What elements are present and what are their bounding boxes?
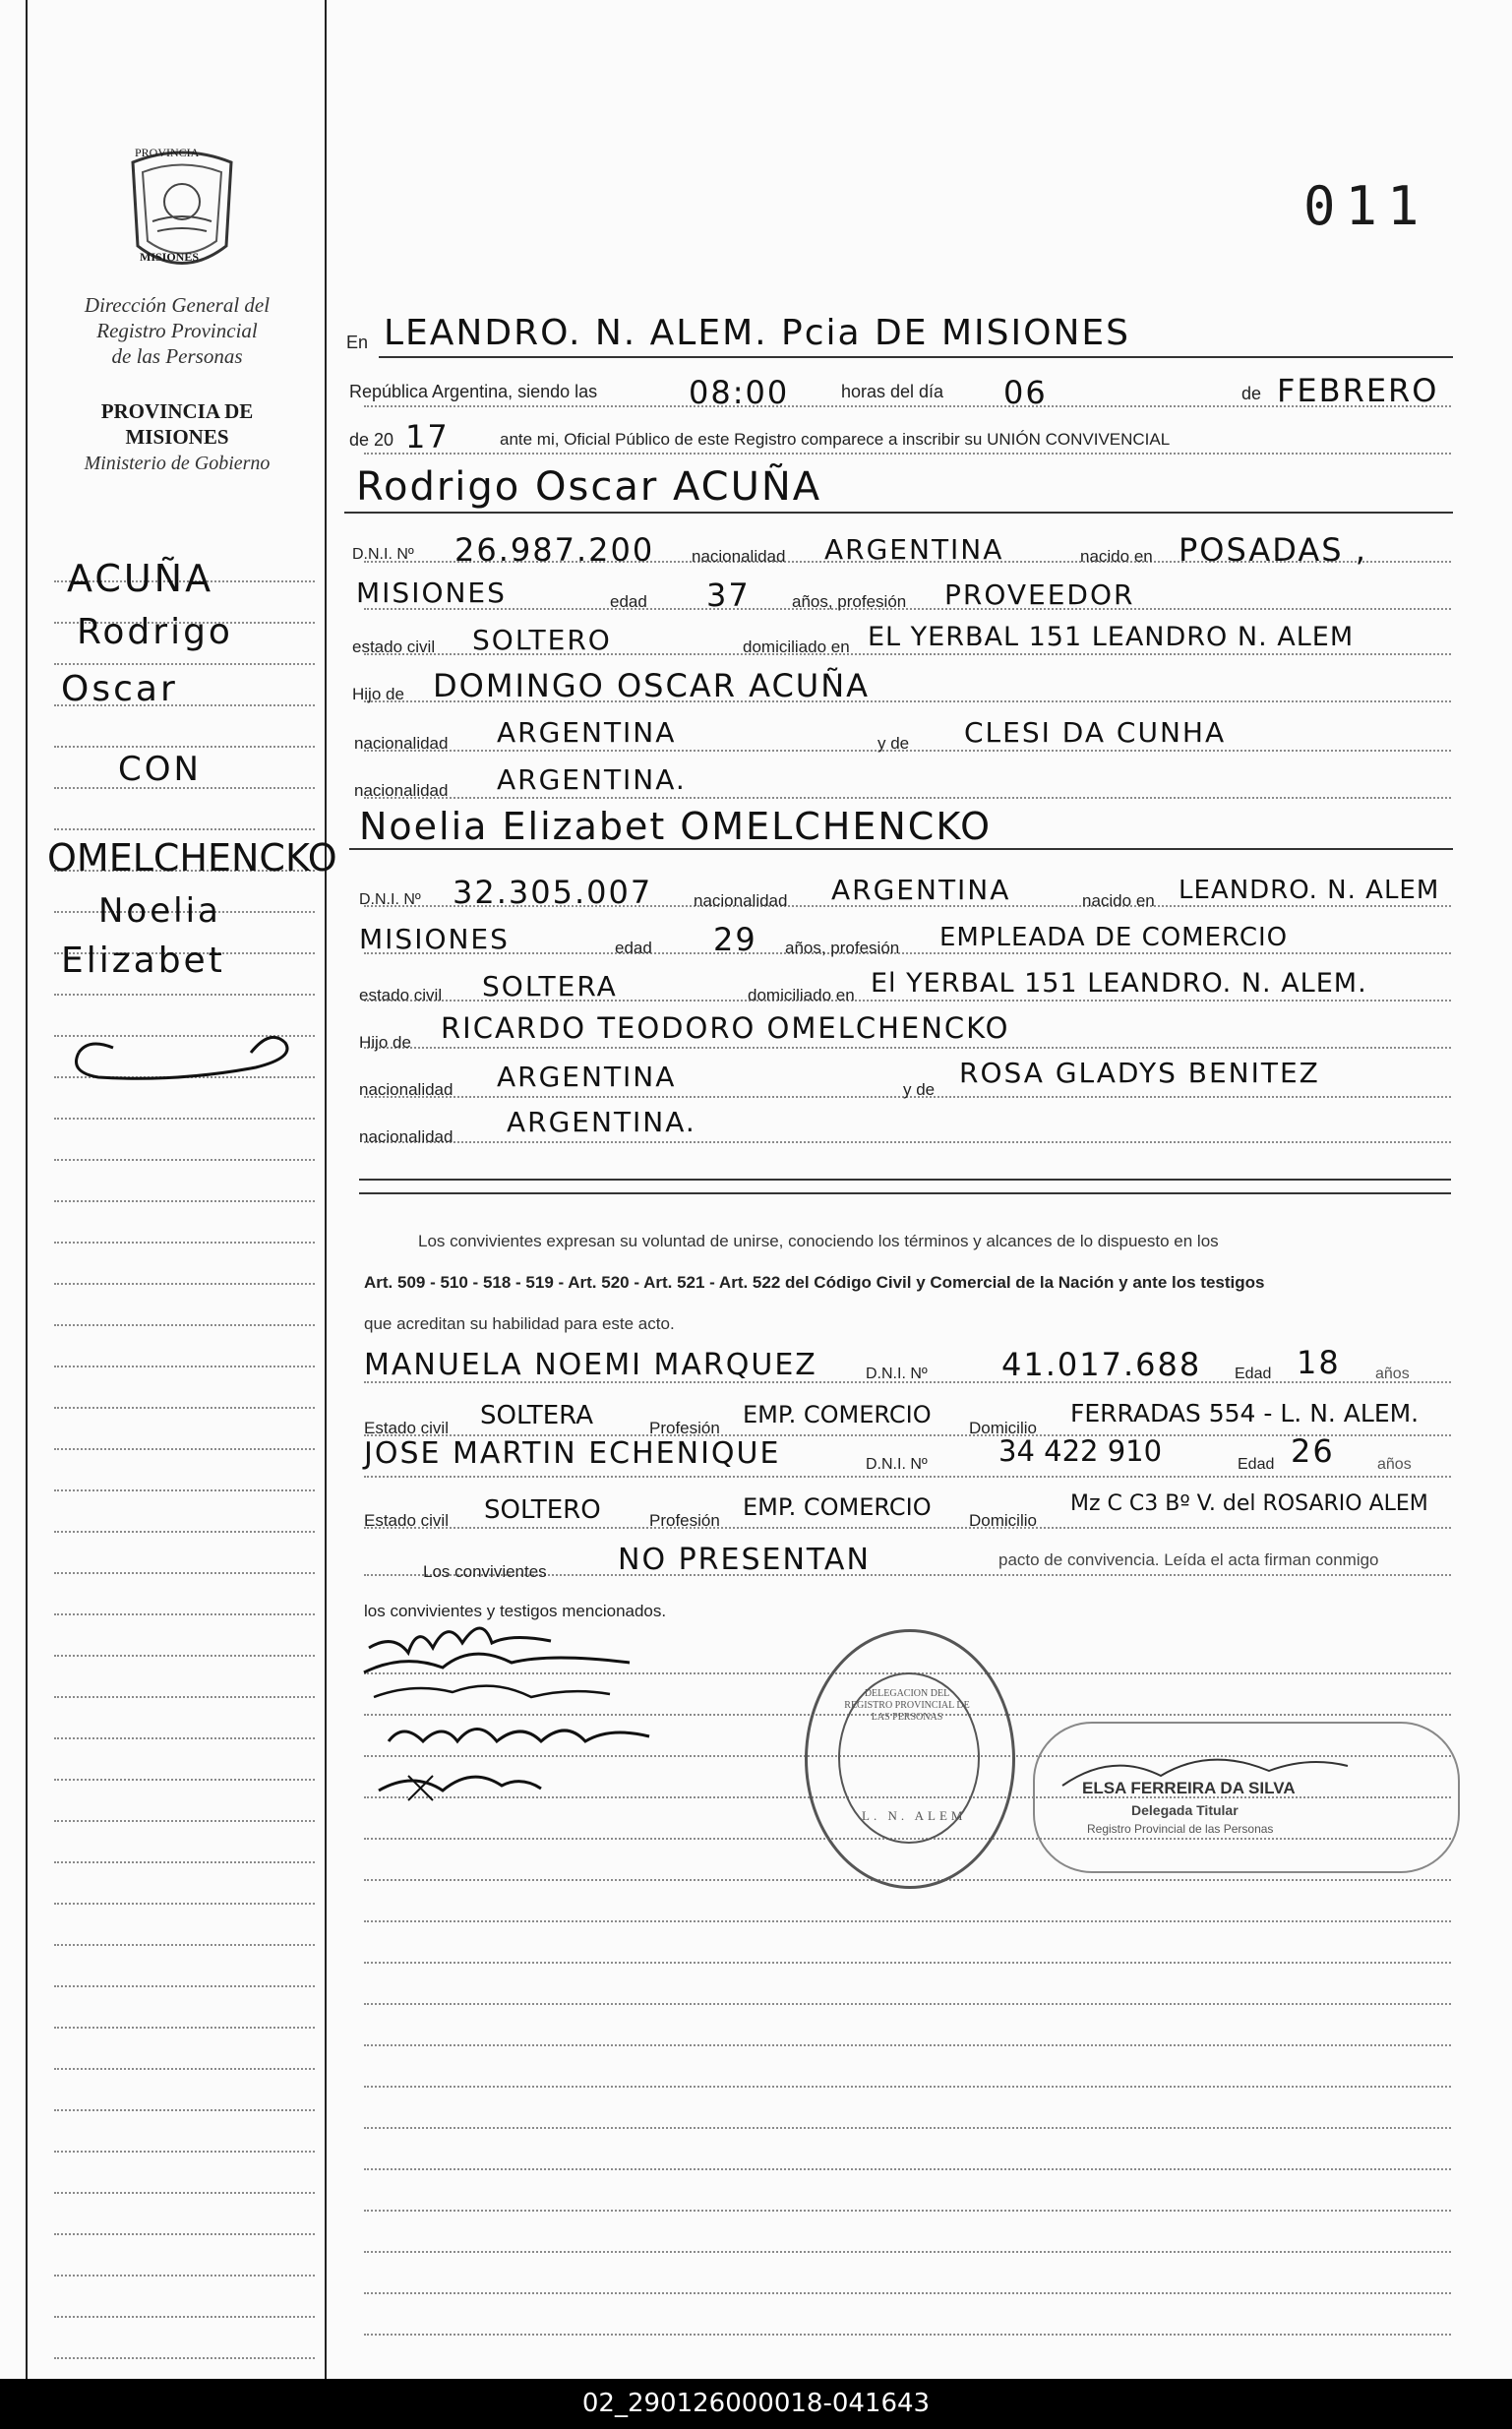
testigo1-edad: 18	[1297, 1344, 1341, 1381]
margin-rule	[54, 994, 315, 996]
label-nacionalidad-2: nacionalidad	[694, 891, 788, 910]
testigo1-nombre: MANUELA NOEMI MARQUEZ	[364, 1348, 817, 1382]
testigo2-estado: SOLTERO	[484, 1495, 601, 1525]
margin-rule	[54, 2192, 315, 2194]
conviviente1-domicilio: EL YERBAL 151 LEANDRO N. ALEM	[868, 622, 1355, 652]
value-hora: 08:00	[689, 374, 790, 411]
body-rule	[364, 1141, 1451, 1143]
margin-rule	[54, 2109, 315, 2111]
body-rule	[364, 797, 1451, 799]
conviviente1-nacionalidad: ARGENTINA	[824, 533, 1004, 566]
margin-con: CON	[118, 750, 202, 789]
margin-rule	[54, 2316, 315, 2318]
body-rule	[364, 2292, 1451, 2294]
label-yde-1: y de	[877, 734, 910, 753]
conviviente2-domicilio: El YERBAL 151 LEANDRO. N. ALEM.	[871, 968, 1367, 999]
margin-rule	[54, 1820, 315, 1822]
conviviente1-estado: SOLTERO	[472, 624, 612, 656]
conviviente2-nacido: LEANDRO. N. ALEM	[1179, 876, 1440, 905]
conviviente1-madre: CLESI DA CUNHA	[964, 716, 1227, 749]
emblem-bottom-text: MISIONES	[140, 250, 200, 264]
margin-rule	[54, 2068, 315, 2070]
rule	[349, 848, 1453, 850]
margin-given-2: Oscar	[61, 669, 178, 709]
label-nacido-1: nacido en	[1080, 547, 1153, 566]
margin-rule	[54, 2027, 315, 2029]
body-rule	[364, 2334, 1451, 2336]
label-de20: de 20	[349, 430, 394, 450]
province-line-2: MISIONES	[125, 425, 229, 449]
conviviente2-padre: RICARDO TEODORO OMELCHENCKO	[441, 1011, 1010, 1045]
body-rule	[364, 2003, 1451, 2005]
label-hijo-2: Hijo de	[359, 1033, 411, 1052]
body-rule	[364, 453, 1451, 455]
rule	[379, 356, 1453, 358]
margin-rule	[54, 1242, 315, 1244]
conviviente1-nacido2: MISIONES	[356, 577, 507, 609]
stamp-org: Registro Provincial de las Personas	[1087, 1822, 1274, 1836]
body-solid-rule	[359, 1192, 1451, 1194]
province-line-1: PROVINCIA DE	[100, 399, 254, 423]
paragraph-line-2: Art. 509 - 510 - 518 - 519 - Art. 520 - Art. 521 - Art. 522 del Código Civil y Comercial de la Nación y ante los testigos	[364, 1273, 1265, 1292]
margin-rule	[54, 1572, 315, 1574]
conviviente1-nac-padre: ARGENTINA	[497, 716, 677, 749]
body-rule	[364, 2127, 1451, 2129]
label-nac-madre-1: nacionalidad	[354, 781, 449, 800]
label-domicilio-testigo1: Domicilio	[969, 1419, 1037, 1437]
label-ante: ante mi, Oficial Público de este Registro comparece a inscribir su UNIÓN CONVIVENCIAL	[500, 430, 1171, 449]
label-republica: República Argentina, siendo las	[349, 382, 598, 401]
stamp-title: Delegada Titular	[1131, 1802, 1239, 1818]
margin-rule	[54, 1613, 315, 1615]
margin-rule	[54, 1200, 315, 1202]
margin-surname-2: OMELCHENCKO	[47, 836, 337, 880]
label-edad-2: edad	[615, 939, 652, 957]
margin-rule	[54, 2151, 315, 2153]
margin-given-1: Rodrigo	[77, 612, 233, 652]
value-lugar: LEANDRO. N. ALEM. Pcia DE MISIONES	[384, 313, 1130, 353]
testigo2-nombre: JOSE MARTIN ECHENIQUE	[364, 1436, 781, 1471]
testigo2-dni: 34 422 910	[998, 1434, 1163, 1468]
label-en: En	[346, 333, 369, 352]
body-rule	[364, 1920, 1451, 1922]
body-rule	[364, 952, 1451, 954]
body-rule	[364, 2086, 1451, 2088]
margin-rule	[54, 1366, 315, 1367]
margin-rule	[54, 1737, 315, 1739]
label-domiciliado-1: domiciliado en	[743, 638, 850, 656]
conviviente2-dni: 32.305.007	[453, 874, 653, 911]
conviviente1-edad: 37	[706, 577, 751, 614]
label-nacido-2: nacido en	[1082, 891, 1155, 910]
conviviente2-madre: ROSA GLADYS BENITEZ	[959, 1057, 1320, 1089]
margin-divider-line	[325, 0, 327, 2379]
conviviente1-padre: DOMINGO OSCAR ACUÑA	[433, 667, 871, 704]
margin-rule	[54, 1489, 315, 1491]
margin-rule	[54, 1531, 315, 1533]
label-estado-2: estado civil	[359, 986, 443, 1004]
testigo2-edad: 26	[1291, 1432, 1335, 1470]
rule	[344, 512, 1453, 514]
label-yde-2: y de	[903, 1080, 936, 1099]
value-pacto: NO PRESENTAN	[618, 1543, 871, 1577]
label-nacionalidad-1: nacionalidad	[692, 547, 786, 566]
body-rule	[364, 2044, 1451, 2046]
margin-rule	[54, 1118, 315, 1120]
signatures-scribble-icon	[354, 1604, 689, 1820]
header-line-1: Dirección General del	[84, 293, 271, 317]
label-dni-testigo2: D.N.I. Nº	[866, 1456, 928, 1473]
label-profesion-testigo2: Profesión	[649, 1511, 720, 1530]
testigo1-dni: 41.017.688	[1001, 1346, 1202, 1383]
label-horas: horas del día	[841, 382, 944, 401]
value-mes: FEBRERO	[1277, 372, 1439, 409]
stamp-signature-icon	[1033, 1731, 1367, 1810]
paragraph-line-3: que acreditan su habilidad para este acto.	[364, 1314, 675, 1333]
testigo2-domicilio: Mz C C3 Bº V. del ROSARIO ALEM	[1070, 1491, 1428, 1516]
label-dni-1: D.N.I. Nº	[352, 546, 414, 563]
value-anio: 17	[405, 418, 450, 455]
label-edad-1: edad	[610, 592, 647, 611]
label-anos-testigo1: años	[1375, 1366, 1410, 1382]
conviviente2-nac-madre: ARGENTINA.	[507, 1106, 696, 1138]
round-seal-text: DELEGACION DEL REGISTRO PROVINCIAL DE LAS PERSONAS	[844, 1688, 970, 1723]
testigo1-domicilio: FERRADAS 554 - L. N. ALEM.	[1070, 1399, 1420, 1427]
round-seal-city: L. N. ALEM	[862, 1808, 967, 1823]
label-profesion-testigo1: Profesión	[649, 1419, 720, 1437]
label-dni-2: D.N.I. Nº	[359, 891, 421, 908]
body-rule	[364, 2210, 1451, 2212]
value-dia: 06	[1003, 374, 1048, 411]
label-estado-testigo1: Estado civil	[364, 1419, 449, 1437]
margin-given-3: Noelia	[98, 891, 221, 931]
label-los-convivientes: Los convivientes	[423, 1562, 547, 1581]
margin-rule	[54, 2233, 315, 2235]
label-nac-padre-1: nacionalidad	[354, 734, 449, 753]
margin-rule	[54, 1283, 315, 1285]
stamp-name: ELSA FERREIRA DA SILVA	[1082, 1779, 1296, 1797]
conviviente2-nacido2: MISIONES	[359, 923, 510, 955]
margin-flourish-icon	[59, 1023, 315, 1092]
margin-surname-1: ACUÑA	[67, 557, 214, 600]
emblem-top-text: PROVINCIA	[135, 146, 200, 159]
label-nac-madre-2: nacionalidad	[359, 1127, 454, 1146]
conviviente1-nacido: POSADAS ,	[1179, 531, 1367, 569]
conviviente2-nac-padre: ARGENTINA	[497, 1061, 677, 1093]
margin-rule	[54, 1407, 315, 1409]
margin-rule	[54, 1324, 315, 1326]
label-nac-padre-2: nacionalidad	[359, 1080, 454, 1099]
body-rule	[364, 1047, 1451, 1049]
margin-rule	[54, 1448, 315, 1450]
conviviente2-estado: SOLTERA	[482, 970, 618, 1002]
margin-rule	[54, 1655, 315, 1657]
label-edad-testigo2: Edad	[1238, 1456, 1275, 1473]
margin-rule	[54, 1779, 315, 1781]
testigo2-profesion: EMP. COMERCIO	[743, 1493, 932, 1521]
header-line-2: Registro Provincial	[96, 319, 258, 342]
margin-rule	[54, 1159, 315, 1161]
body-rule	[364, 2168, 1451, 2170]
file-id-footer: 02_290126000018-041643	[0, 2379, 1512, 2429]
margin-given-4: Elizabet	[61, 941, 225, 981]
body-rule	[364, 2251, 1451, 2253]
margin-rule	[54, 1944, 315, 1946]
margin-rule	[54, 2275, 315, 2277]
label-de: de	[1241, 384, 1262, 403]
margin-rule	[54, 1861, 315, 1863]
conviviente2-nacionalidad: ARGENTINA	[831, 874, 1011, 906]
label-dni-testigo1: D.N.I. Nº	[866, 1366, 928, 1382]
conviviente1-nombre: Rodrigo Oscar ACUÑA	[356, 464, 822, 510]
label-estado-1: estado civil	[352, 638, 436, 656]
conviviente1-profesion: PROVEEDOR	[944, 578, 1135, 611]
label-pacto: pacto de convivencia. Leída el acta firman conmigo	[998, 1550, 1379, 1569]
label-estado-testigo2: Estado civil	[364, 1511, 449, 1530]
conviviente2-nombre: Noelia Elizabet OMELCHENCKO	[359, 805, 993, 848]
body-rule	[364, 1476, 1451, 1478]
label-anos-1: años, profesión	[792, 592, 907, 611]
margin-rule	[54, 2357, 315, 2359]
conviviente2-edad: 29	[713, 921, 757, 958]
left-binding-line	[26, 0, 28, 2379]
testigo1-profesion: EMP. COMERCIO	[743, 1401, 932, 1428]
page-number: 011	[1303, 175, 1429, 237]
body-solid-rule	[359, 1179, 1451, 1181]
header-line-3: de las Personas	[111, 344, 243, 368]
body-rule	[364, 1527, 1451, 1529]
margin-rule	[54, 1903, 315, 1905]
label-hijo-1: Hijo de	[352, 685, 404, 703]
label-domicilio-testigo2: Domicilio	[969, 1511, 1037, 1530]
margin-rule	[54, 828, 315, 830]
margin-rule	[54, 663, 315, 665]
body-rule	[364, 1962, 1451, 1964]
conviviente2-profesion: EMPLEADA DE COMERCIO	[939, 923, 1289, 952]
label-edad-testigo1: Edad	[1235, 1366, 1272, 1382]
body-rule	[364, 608, 1451, 610]
margin-rule	[54, 1985, 315, 1987]
conviviente1-dni: 26.987.200	[454, 531, 655, 569]
margin-rule	[54, 1696, 315, 1698]
label-firman: los convivientes y testigos mencionados.	[364, 1602, 667, 1620]
conviviente1-nac-madre: ARGENTINA.	[497, 763, 687, 796]
label-domiciliado-2: domiciliado en	[748, 986, 855, 1004]
paragraph-line-1: Los convivientes expresan su voluntad de unirse, conociendo los términos y alcances de lo dispuesto en los	[418, 1232, 1219, 1250]
margin-rule	[54, 746, 315, 748]
ministry-line: Ministerio de Gobierno	[84, 453, 271, 474]
testigo1-estado: SOLTERA	[480, 1401, 593, 1430]
label-anos-2: años, profesión	[785, 939, 900, 957]
label-anos-testigo2: años	[1377, 1456, 1412, 1473]
